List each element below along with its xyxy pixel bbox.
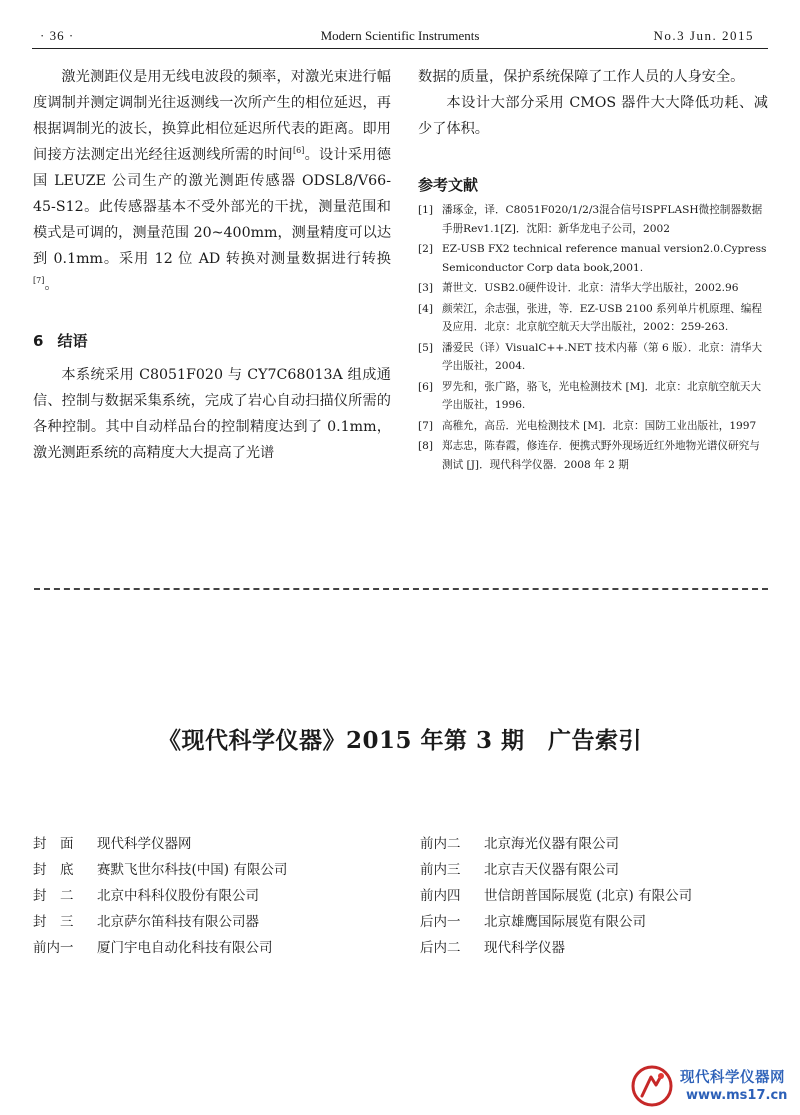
ad-position: 封 底	[33, 862, 74, 878]
dashed-divider	[34, 588, 768, 590]
ad-entry	[420, 831, 692, 857]
ad-position: 后内一	[420, 914, 461, 930]
instrument-logo-icon	[630, 1062, 676, 1108]
reference-text: 颜荣江，余志强，张进，等．EZ-USB 2100 系列单片机原理、编程及应用．北京：北京航空航天大学出版社，2002：259-263.	[442, 302, 762, 333]
reference-item	[418, 339, 770, 376]
ad-company: 北京吉天仪器有限公司	[484, 862, 619, 878]
reference-number: [8]	[418, 440, 434, 452]
reference-number: [1]	[418, 204, 434, 216]
reference-item	[418, 240, 770, 277]
reference-text: 罗先和，张广路，骆飞，光电检测技术 [M]．北京：北京航空航天大学出版社，1996.	[442, 380, 762, 411]
left-column-body	[33, 64, 391, 298]
ad-entry	[420, 935, 692, 961]
ad-entry	[33, 857, 287, 883]
ad-entry	[420, 883, 692, 909]
section-heading	[33, 330, 87, 351]
section-title: 结语	[57, 332, 88, 350]
reference-text: EZ-USB FX2 technical reference manual version2.0.Cypress Semiconductor Corp data book,2001.	[442, 243, 767, 274]
reference-text: 高稚允，高岳．光电检测技术 [M]．北京：国防工业出版社，1997	[442, 419, 757, 432]
paragraph-text-cont: 。设计采用德国 LEUZE 公司生产的激光测距传感器 ODSL8/V66-45-S12。此传感器基本不受外部光的干扰，测量范围和模式是可调的，测量范围 20~400mm，测量精度可以达到 0.1mm。采用 12 位 AD 转换对测量数据进行转换	[33, 147, 392, 267]
references-heading: 参考文献	[418, 176, 479, 194]
reference-item	[418, 437, 770, 474]
reference-text: 潘琢金，译．C8051F020/1/2/3混合信号ISPFLASH微控制器数据手册Rev1.1[Z]．沈阳：新华龙电子公司，2002	[442, 204, 763, 235]
reference-number: [2]	[418, 243, 434, 255]
ad-position: 封 三	[33, 914, 74, 930]
reference-item	[418, 300, 770, 337]
ad-index-right-list	[420, 831, 692, 961]
ad-company: 厦门宇电自动化科技有限公司	[97, 940, 273, 956]
ad-index-left-list	[33, 831, 287, 961]
ad-position: 前内三	[420, 862, 461, 878]
ad-index-title: 《现代科学仪器》2015 年第 3 期 广告索引	[157, 727, 643, 754]
ad-company: 赛默飞世尔科技(中国) 有限公司	[97, 862, 288, 878]
page-number: · 36 ·	[40, 28, 75, 43]
citation-7: [7]	[33, 276, 45, 285]
ad-company: 北京中科科仪股份有限公司	[97, 888, 259, 904]
ad-company: 现代科学仪器	[484, 940, 565, 956]
reference-item	[418, 378, 770, 415]
conclusion-body	[33, 362, 391, 466]
journal-name: Modern Scientific Instruments	[320, 28, 480, 43]
reference-text: 郑志忠，陈春霞，修连存．便携式野外现场近红外地物光谱仪研究与测试 [J]．现代科学仪器．2008 年 2 期	[442, 440, 760, 471]
reference-number: [7]	[418, 419, 434, 432]
running-header	[32, 26, 768, 49]
reference-number: [3]	[418, 282, 434, 294]
ad-entry	[33, 909, 287, 935]
ad-entry	[33, 883, 287, 909]
ad-company: 北京海光仪器有限公司	[484, 836, 619, 852]
ad-entry	[33, 831, 287, 857]
citation-6: [6]	[292, 146, 305, 155]
ad-entry	[420, 857, 692, 883]
paragraph-laser-ranging	[33, 64, 391, 298]
ad-position: 封 二	[33, 888, 74, 904]
reference-item	[418, 279, 770, 298]
ad-position: 前内四	[420, 888, 461, 904]
watermark-site-name: 现代科学仪器网	[680, 1070, 785, 1086]
paragraph-continuation: 数据的质量，保护系统保障了工作人员的人身安全。	[418, 69, 745, 85]
ad-company: 北京雄鹰国际展览有限公司	[484, 914, 646, 930]
ad-entry	[33, 935, 287, 961]
ad-company: 世信朗普国际展览 (北京) 有限公司	[484, 888, 693, 904]
reference-text: 萧世文．USB2.0硬件设计．北京：清华大学出版社，2002.96	[442, 282, 739, 294]
reference-list	[418, 201, 770, 476]
issue-info: No.3 Jun. 2015	[653, 28, 754, 43]
reference-number: [5]	[418, 341, 434, 354]
paragraph-conclusion: 本系统采用 C8051F020 与 CY7C68013A 组成通信、控制与数据采集系统，完成了岩心自动扫描仪所需的各种控制。其中自动样品台的控制精度达到了 0.1mm，激光测距系统的高精度大大提高了光谱	[33, 367, 391, 461]
paragraph-text: 激光测距仪是用无线电波段的频率，对激光束进行幅度调制并测定调制光往返测线一次所产生的相位延迟，再根据调制光的波长，换算此相位延迟所代表的距离。即用间接方法测定出光经往返测线所需的时间	[33, 69, 391, 163]
ad-company: 北京萨尔笛科技有限公司器	[97, 914, 259, 930]
right-column-body	[418, 64, 768, 142]
paragraph-end: 。	[44, 277, 59, 293]
reference-item	[418, 201, 770, 238]
reference-text: 潘爱民（译）VisualC++.NET 技术内幕（第 6 版）．北京：清华大学出版社，2004.	[442, 341, 763, 372]
section-number: 6	[33, 332, 44, 350]
ad-position: 封 面	[33, 836, 74, 852]
ad-position: 前内二	[420, 836, 461, 852]
ad-position: 后内二	[420, 940, 461, 956]
site-watermark[interactable]	[630, 1058, 800, 1112]
reference-number: [4]	[418, 302, 434, 315]
ad-position: 前内一	[33, 940, 74, 956]
watermark-url[interactable]: www.ms17.cn	[686, 1088, 788, 1103]
reference-item	[418, 417, 770, 436]
ad-company: 现代科学仪器网	[97, 836, 192, 852]
ad-entry	[420, 909, 692, 935]
paragraph-cmos: 本设计大部分采用 CMOS 器件大大降低功耗、减少了体积。	[418, 95, 768, 137]
reference-number: [6]	[418, 380, 434, 393]
